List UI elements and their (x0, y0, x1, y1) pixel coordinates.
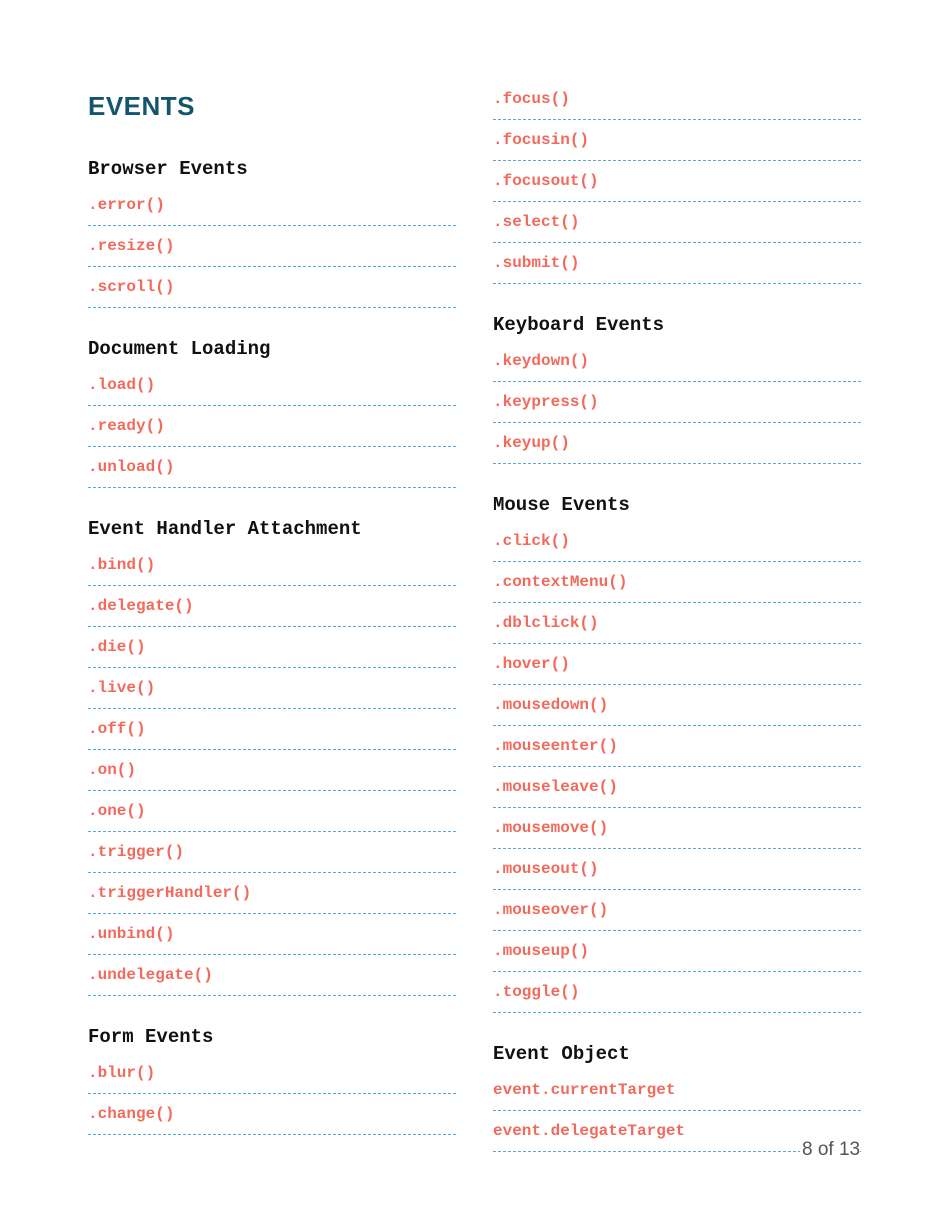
method-item-mousemove[interactable]: .mousemove() (493, 809, 861, 849)
method-item-mousedown[interactable]: .mousedown() (493, 686, 861, 726)
method-item-blur[interactable]: .blur() (88, 1054, 456, 1094)
section-form-events (88, 1020, 456, 1135)
method-item-keyup[interactable]: .keyup() (493, 424, 861, 464)
method-item-click[interactable]: .click() (493, 522, 861, 562)
method-item-mouseleave[interactable]: .mouseleave() (493, 768, 861, 808)
section-browser-events (88, 152, 456, 308)
method-item-toggle[interactable]: .toggle() (493, 973, 861, 1013)
method-item-undelegate[interactable]: .undelegate() (88, 956, 456, 996)
page-number: 8 of 13 (802, 1139, 861, 1160)
section-mouse-events (493, 488, 861, 1013)
method-item-delegate[interactable]: .delegate() (88, 587, 456, 627)
method-item-die[interactable]: .die() (88, 628, 456, 668)
method-list (88, 1054, 456, 1135)
method-item-mouseup[interactable]: .mouseup() (493, 932, 861, 972)
section-heading: Keyboard Events (493, 314, 665, 336)
method-item-one[interactable]: .one() (88, 792, 456, 832)
method-item-event-currenttarget[interactable]: event.currentTarget (493, 1071, 861, 1111)
method-item-change[interactable]: .change() (88, 1095, 456, 1135)
method-item-on[interactable]: .on() (88, 751, 456, 791)
method-item-ready[interactable]: .ready() (88, 407, 456, 447)
section-heading: Event Object (493, 1043, 630, 1065)
section-document-loading (88, 332, 456, 488)
method-item-focusout[interactable]: .focusout() (493, 162, 861, 202)
method-item-mouseover[interactable]: .mouseover() (493, 891, 861, 931)
section-heading: Document Loading (88, 338, 271, 360)
method-item-select[interactable]: .select() (493, 203, 861, 243)
method-item-keydown[interactable]: .keydown() (493, 342, 861, 382)
method-list (493, 80, 861, 284)
section-heading: Event Handler Attachment (88, 518, 362, 540)
method-item-unload[interactable]: .unload() (88, 448, 456, 488)
section-heading: Browser Events (88, 158, 248, 180)
section-heading: Form Events (88, 1026, 214, 1048)
method-item-focusin[interactable]: .focusin() (493, 121, 861, 161)
method-item-submit[interactable]: .submit() (493, 244, 861, 284)
method-item-event-delegatetarget[interactable]: event.delegateTarget (493, 1112, 861, 1152)
method-item-bind[interactable]: .bind() (88, 546, 456, 586)
section-continued (493, 80, 861, 284)
section-event-handler-attachment (88, 512, 456, 996)
method-list (88, 186, 456, 308)
page-title: EVENTS (88, 91, 196, 121)
method-item-unbind[interactable]: .unbind() (88, 915, 456, 955)
method-item-error[interactable]: .error() (88, 186, 456, 226)
method-list (493, 522, 861, 1013)
method-item-trigger[interactable]: .trigger() (88, 833, 456, 873)
section-heading: Mouse Events (493, 494, 630, 516)
method-item-live[interactable]: .live() (88, 669, 456, 709)
method-item-resize[interactable]: .resize() (88, 227, 456, 267)
method-list (88, 366, 456, 488)
method-list (493, 342, 861, 464)
left-column (88, 152, 456, 1159)
method-item-scroll[interactable]: .scroll() (88, 268, 456, 308)
method-item-hover[interactable]: .hover() (493, 645, 861, 685)
method-item-mouseout[interactable]: .mouseout() (493, 850, 861, 890)
method-list (88, 546, 456, 996)
method-item-off[interactable]: .off() (88, 710, 456, 750)
method-item-mouseenter[interactable]: .mouseenter() (493, 727, 861, 767)
method-item-focus[interactable]: .focus() (493, 80, 861, 120)
method-item-load[interactable]: .load() (88, 366, 456, 406)
right-column (493, 80, 861, 1176)
section-keyboard-events (493, 308, 861, 464)
method-item-keypress[interactable]: .keypress() (493, 383, 861, 423)
method-item-contextmenu[interactable]: .contextMenu() (493, 563, 861, 603)
section-event-object (493, 1037, 861, 1152)
method-item-dblclick[interactable]: .dblclick() (493, 604, 861, 644)
method-item-triggerhandler[interactable]: .triggerHandler() (88, 874, 456, 914)
